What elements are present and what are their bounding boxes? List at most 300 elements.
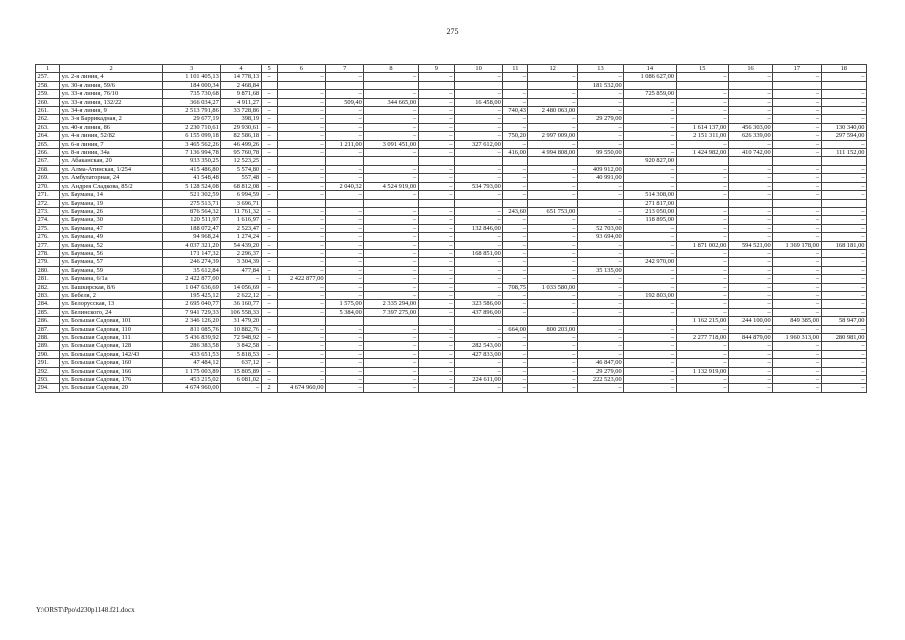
table-cell: – [528,233,577,241]
table-cell: – [418,376,454,384]
table-cell: – [773,359,821,367]
table-cell: – [577,191,623,199]
table-cell [503,81,528,89]
table-cell: – [821,283,866,291]
table-header-row [36,65,867,73]
table-cell: – [728,367,772,375]
table-cell: – [261,182,277,190]
table-cell: 36 160,77 [221,300,261,308]
table-cell: 262. [36,115,60,123]
table-cell [528,199,577,207]
table-cell: – [418,367,454,375]
table-cell: 594 521,00 [728,241,772,249]
table-cell: – [624,165,676,173]
table-cell [454,157,502,165]
table-cell: – [503,224,528,232]
table-cell: 270. [36,182,60,190]
table-cell: – [454,149,502,157]
table-cell: – [676,90,728,98]
table-cell: – [261,241,277,249]
table-cell: – [503,115,528,123]
table-cell: 437 896,00 [454,308,502,316]
table-cell: 1 162 215,00 [676,317,728,325]
table-cell: – [261,90,277,98]
column-header: 13 [577,65,623,73]
table-cell: 29 279,00 [577,115,623,123]
table-cell: – [418,266,454,274]
table-cell: – [454,123,502,131]
table-cell: – [326,241,364,249]
table-cell [773,199,821,207]
table-cell: ул. Андрея Сладкова, 85/2 [60,182,163,190]
table-cell: 72 948,92 [221,334,261,342]
table-cell: – [821,376,866,384]
table-cell: – [528,174,577,182]
table-cell: ул. 40-я линия, 86 [60,123,163,131]
table-cell: – [454,207,502,215]
table-cell: – [418,107,454,115]
table-cell: 12 523,25 [221,157,261,165]
table-row [36,191,867,199]
table-cell: – [821,107,866,115]
table-cell: 94 968,24 [162,233,220,241]
table-cell: – [454,291,502,299]
table-cell: – [503,123,528,131]
table-cell: – [326,216,364,224]
table-cell: – [728,325,772,333]
table-row [36,241,867,249]
table-cell: – [773,98,821,106]
column-header: 17 [773,65,821,73]
table-cell: – [221,384,261,392]
column-header: 18 [821,65,866,73]
table-cell: – [503,98,528,106]
table-cell: – [277,115,325,123]
table-cell: – [418,123,454,131]
column-header: 7 [326,65,364,73]
table-cell: – [418,300,454,308]
table-cell: – [728,115,772,123]
table-cell: – [528,275,577,283]
table-cell: – [773,107,821,115]
table-cell: – [261,132,277,140]
table-cell: – [261,300,277,308]
table-cell: – [261,98,277,106]
table-cell [364,317,418,325]
table-cell: 192 803,00 [624,291,676,299]
column-header: 2 [60,65,163,73]
table-cell: – [261,350,277,358]
table-cell: 2 422 877,00 [162,275,220,283]
table-cell: – [277,359,325,367]
table-cell: – [624,224,676,232]
table-cell: 664,00 [503,325,528,333]
table-cell: – [326,107,364,115]
table-cell: – [503,275,528,283]
table-cell: – [624,107,676,115]
table-cell: 259. [36,90,60,98]
table-cell: – [821,384,866,392]
table-cell: 725 859,00 [624,90,676,98]
table-cell: – [624,149,676,157]
table-cell: ул. 34-я линия, 9 [60,107,163,115]
table-cell: 11 761,32 [221,207,261,215]
table-cell: 1 033 580,00 [528,283,577,291]
table-cell: – [454,241,502,249]
table-row [36,308,867,316]
column-header: 11 [503,65,528,73]
table-cell: – [326,359,364,367]
table-cell: 514 308,00 [624,191,676,199]
table-cell: – [326,334,364,342]
table-cell: – [454,107,502,115]
table-row [36,107,867,115]
table-cell: – [503,249,528,257]
table-cell: – [528,216,577,224]
table-cell: – [454,258,502,266]
table-cell: 2 523,47 [221,224,261,232]
table-cell: – [728,73,772,81]
table-cell: – [326,174,364,182]
table-cell: – [326,233,364,241]
table-cell [326,157,364,165]
table-cell: – [676,249,728,257]
table-cell: – [821,224,866,232]
table-cell [503,317,528,325]
table-cell: – [676,266,728,274]
table-cell: – [676,325,728,333]
table-row [36,258,867,266]
table-cell: – [364,367,418,375]
table-cell: 1 101 405,13 [162,73,220,81]
table-cell: 1 211,00 [326,140,364,148]
table-cell: 275 513,71 [162,199,220,207]
table-cell: – [773,149,821,157]
table-cell: 3 304,39 [221,258,261,266]
table-cell: 735 730,68 [162,90,220,98]
table-row [36,115,867,123]
table-cell: ул. 33-я линия, 76/10 [60,90,163,98]
table-cell: – [326,115,364,123]
table-cell: – [676,283,728,291]
table-cell: – [261,291,277,299]
table-cell: – [326,384,364,392]
table-cell: – [728,384,772,392]
table-cell: – [454,90,502,98]
column-header: 9 [418,65,454,73]
table-cell: – [773,308,821,316]
table-cell: – [773,115,821,123]
table-cell: – [728,182,772,190]
table-cell: – [503,140,528,148]
table-cell [326,199,364,207]
table-cell: ул. Баумана, 19 [60,199,163,207]
table-cell: 285. [36,308,60,316]
table-cell: – [277,132,325,140]
table-cell: – [528,334,577,342]
table-cell: 41 548,48 [162,174,220,182]
table-cell: – [728,350,772,358]
table-cell: – [418,308,454,316]
table-cell: 3 842,58 [221,342,261,350]
table-cell: – [773,342,821,350]
table-cell: – [454,325,502,333]
table-cell: – [577,182,623,190]
table-cell: 811 085,76 [162,325,220,333]
table-cell: – [821,115,866,123]
table-cell: – [277,174,325,182]
table-cell: – [364,174,418,182]
table-cell: 46 847,00 [577,359,623,367]
table-cell: – [418,98,454,106]
table-cell: – [728,207,772,215]
table-cell: – [821,342,866,350]
table-cell: – [503,359,528,367]
table-cell: – [277,350,325,358]
table-cell: – [528,224,577,232]
table-cell: – [528,90,577,98]
table-cell: 132 846,00 [454,224,502,232]
table-cell: 58 947,00 [821,317,866,325]
table-cell: – [577,291,623,299]
table-cell: 242 970,00 [624,258,676,266]
table-cell: – [773,182,821,190]
table-cell: – [261,249,277,257]
table-cell [821,81,866,89]
table-cell: 557,48 [221,174,261,182]
table-cell: 54 439,20 [221,241,261,249]
table-cell: – [577,384,623,392]
table-cell: – [326,350,364,358]
table-cell [577,199,623,207]
table-cell: ул. Большая Садовая, 111 [60,334,163,342]
table-cell: 5 384,00 [326,308,364,316]
table-cell: – [454,165,502,173]
table-row [36,291,867,299]
table-cell: 2 468,84 [221,81,261,89]
table-row [36,157,867,165]
table-cell: – [277,98,325,106]
table-cell: – [577,300,623,308]
table-cell [364,81,418,89]
table-cell: – [364,224,418,232]
table-cell: 7 136 994,78 [162,149,220,157]
table-cell: 52 703,00 [577,224,623,232]
table-cell: 273. [36,207,60,215]
table-cell: – [418,174,454,182]
table-cell: – [364,216,418,224]
table-cell: – [418,140,454,148]
table-cell: – [528,249,577,257]
table-cell: 282. [36,283,60,291]
table-cell: – [261,107,277,115]
table-cell: 4 674 960,00 [162,384,220,392]
table-row [36,149,867,157]
table-cell: 268. [36,165,60,173]
table-cell [418,81,454,89]
table-cell: – [624,266,676,274]
page-number: 275 [446,27,459,36]
table-cell: – [624,300,676,308]
table-cell: – [454,367,502,375]
table-cell: – [364,275,418,283]
table-cell: – [503,266,528,274]
table-cell: – [624,275,676,283]
table-cell: – [418,258,454,266]
table-row [36,174,867,182]
table-cell: 31 479,20 [221,317,261,325]
table-cell: – [503,191,528,199]
table-cell: – [277,107,325,115]
table-cell: 265. [36,140,60,148]
table-cell: – [577,132,623,140]
table-cell: – [454,174,502,182]
table-cell: 106 558,33 [221,308,261,316]
table-cell: – [624,115,676,123]
table-cell: – [261,266,277,274]
table-cell: – [624,367,676,375]
table-cell [503,157,528,165]
table-cell: – [261,308,277,316]
table-cell: 1 175 003,89 [162,367,220,375]
table-cell: – [418,182,454,190]
table-cell: – [326,325,364,333]
table-cell: – [503,300,528,308]
table-cell: – [277,90,325,98]
table-cell: – [326,165,364,173]
table-cell: – [577,275,623,283]
table-cell: 246 274,39 [162,258,220,266]
table-cell: – [624,174,676,182]
table-cell: – [326,191,364,199]
table-cell: 844 879,00 [728,334,772,342]
table-cell: – [728,216,772,224]
table-cell: ул. Баумана, 14 [60,191,163,199]
table-cell: 2 151 311,00 [676,132,728,140]
table-row [36,334,867,342]
table-cell: – [454,334,502,342]
table-cell: – [728,275,772,283]
table-cell [528,157,577,165]
table-cell: – [577,241,623,249]
table-cell: – [261,140,277,148]
table-cell: – [364,342,418,350]
table-cell: 29 279,00 [577,367,623,375]
table-cell: – [326,367,364,375]
table-row [36,275,867,283]
table-cell: – [728,258,772,266]
table-cell: – [503,182,528,190]
column-header: 14 [624,65,676,73]
table-cell: – [577,283,623,291]
table-cell: – [364,359,418,367]
table-cell: – [277,123,325,131]
table-cell: – [624,233,676,241]
table-cell [418,317,454,325]
table-cell: – [364,283,418,291]
table-cell: – [773,191,821,199]
table-cell: – [418,233,454,241]
table-cell: 9 871,68 [221,90,261,98]
table-cell: – [277,300,325,308]
table-cell: – [261,165,277,173]
table-cell: – [624,241,676,249]
table-cell: 267. [36,157,60,165]
table-cell: – [364,266,418,274]
table-cell: – [676,115,728,123]
table-cell: – [261,258,277,266]
table-cell: 2 622,12 [221,291,261,299]
table-cell: – [261,376,277,384]
table-cell: – [503,308,528,316]
table-cell: – [528,384,577,392]
table-cell: – [676,224,728,232]
table-cell: 1 575,00 [326,300,364,308]
table-cell: – [277,249,325,257]
table-cell: 1 047 636,69 [162,283,220,291]
table-cell: – [728,191,772,199]
table-cell [676,157,728,165]
table-cell: – [277,149,325,157]
table-cell: 284. [36,300,60,308]
table-row [36,342,867,350]
table-cell: 1 616,97 [221,216,261,224]
table-cell: – [277,266,325,274]
table-cell: – [676,233,728,241]
table-cell: 415 486,80 [162,165,220,173]
table-cell: 276. [36,233,60,241]
table-cell: – [326,275,364,283]
table-cell: ул. Большая Садовая, 176 [60,376,163,384]
table-cell: – [676,73,728,81]
table-cell: ул. Башкирская, 8/6 [60,283,163,291]
table-cell [454,81,502,89]
table-cell: – [503,73,528,81]
table-row [36,81,867,89]
table-cell: – [624,308,676,316]
table-cell: 651 753,00 [528,207,577,215]
table-cell: – [326,342,364,350]
table-cell: 849 385,00 [773,317,821,325]
table-cell: 293. [36,376,60,384]
table-cell: 509,40 [326,98,364,106]
table-cell [454,199,502,207]
column-header: 6 [277,65,325,73]
table-row [36,325,867,333]
table-cell: 366 034,27 [162,98,220,106]
table-cell [728,199,772,207]
table-cell: 294. [36,384,60,392]
table-cell: – [261,207,277,215]
table-cell: – [418,291,454,299]
table-cell: 297 594,00 [821,132,866,140]
table-cell [364,199,418,207]
table-cell: 33 728,86 [221,107,261,115]
table-cell: – [326,291,364,299]
table-cell: – [821,266,866,274]
table-cell: – [676,291,728,299]
table-cell: – [261,283,277,291]
table-cell: ул. Большая Садовая, 110 [60,325,163,333]
table-cell: 7 397 275,00 [364,308,418,316]
table-cell: – [577,342,623,350]
table-cell: – [773,325,821,333]
table-cell: ул. Большая Садовая, 142/43 [60,350,163,358]
table-cell: – [528,291,577,299]
table-cell: ул. 30-я линия, 59/6 [60,81,163,89]
table-row [36,182,867,190]
table-cell [418,199,454,207]
